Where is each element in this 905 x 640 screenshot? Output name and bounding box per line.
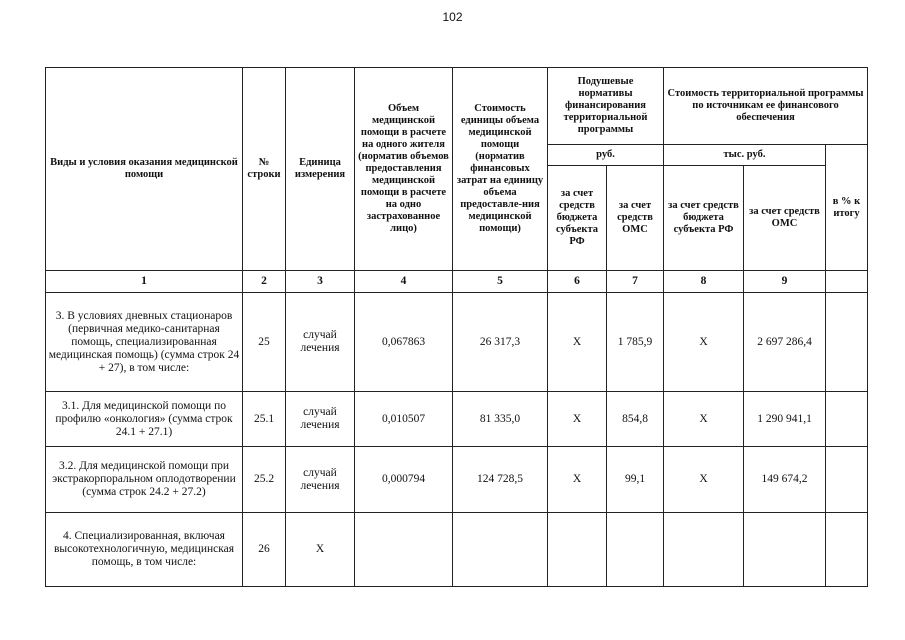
table-row: [46, 513, 868, 587]
row-budget-thous: Х: [664, 392, 744, 447]
column-number: 7: [607, 271, 664, 293]
row-budget-rub: Х: [548, 293, 607, 392]
header-rub: руб.: [548, 145, 664, 166]
row-volume: 0,067863: [355, 293, 453, 392]
row-name: 3.2. Для медицинской помощи при экстракорпоральном оплодотворении (сумма строк 24.2 + 27.2): [46, 447, 243, 513]
row-unit: Х: [286, 513, 355, 587]
header-budget-rf-thous: за счет средств бюджета субъекта РФ: [664, 166, 744, 271]
row-volume: 0,000794: [355, 447, 453, 513]
row-oms-thous: 149 674,2: [744, 447, 826, 513]
row-unit: случай лечения: [286, 293, 355, 392]
row-name: 3.1. Для медицинской помощи по профилю «онкология» (сумма строк 24.1 + 27.1): [46, 392, 243, 447]
header-unit-cost: Стоимость единицы объема медицинской помощи (норматив финансовых затрат на единицу объема предоставле-ния медицинской помощи): [453, 68, 548, 271]
row-number: 25.2: [243, 447, 286, 513]
row-oms-rub: [607, 513, 664, 587]
row-number: 25: [243, 293, 286, 392]
row-unit-cost: [453, 513, 548, 587]
column-number: 1: [46, 271, 243, 293]
header-oms: за счет средств ОМС: [607, 166, 664, 271]
header-percent: в % к итогу: [826, 145, 868, 271]
header-budget-rf: за счет средств бюджета субъекта РФ: [548, 166, 607, 271]
row-oms-rub: 99,1: [607, 447, 664, 513]
row-unit-cost: 81 335,0: [453, 392, 548, 447]
row-oms-thous: 1 290 941,1: [744, 392, 826, 447]
header-thous-rub: тыс. руб.: [664, 145, 826, 166]
page-number: 102: [442, 10, 463, 24]
row-unit: случай лечения: [286, 392, 355, 447]
row-budget-rub: Х: [548, 392, 607, 447]
column-number-empty: [826, 271, 868, 293]
column-number: 4: [355, 271, 453, 293]
row-volume: [355, 513, 453, 587]
row-oms-thous: [744, 513, 826, 587]
row-name: 3. В условиях дневных стационаров (первичная медико-санитарная помощь, специализированная медицинская помощь) (сумма строк 24 + 27), в том числе:: [46, 293, 243, 392]
row-unit-cost: 26 317,3: [453, 293, 548, 392]
column-numbers-row: [46, 271, 868, 293]
header-volume: Объем медицинской помощи в расчете на одного жителя (норматив объемов предоставления медицинской помощи в расчете на одно застрахованное лицо): [355, 68, 453, 271]
row-unit: случай лечения: [286, 447, 355, 513]
header-program-cost: Стоимость территориальной программы по источникам ее финансового обеспечения: [664, 68, 868, 145]
row-percent: [826, 293, 868, 392]
header-per-capita: Подушевые нормативы финансирования территориальной программы: [548, 68, 664, 145]
header-oms-thous: за счет средств ОМС: [744, 166, 826, 271]
row-budget-rub: Х: [548, 447, 607, 513]
table-row: [46, 447, 868, 513]
column-number: 2: [243, 271, 286, 293]
column-number: 9: [744, 271, 826, 293]
row-unit-cost: 124 728,5: [453, 447, 548, 513]
row-oms-thous: 2 697 286,4: [744, 293, 826, 392]
row-percent: [826, 392, 868, 447]
row-budget-thous: Х: [664, 447, 744, 513]
row-number: 25.1: [243, 392, 286, 447]
column-number: 3: [286, 271, 355, 293]
row-number: 26: [243, 513, 286, 587]
header-row-no: № строки: [243, 68, 286, 271]
table-row: [46, 293, 868, 392]
column-number: 6: [548, 271, 607, 293]
row-budget-thous: Х: [664, 293, 744, 392]
row-percent: [826, 447, 868, 513]
row-budget-thous: [664, 513, 744, 587]
row-oms-rub: 1 785,9: [607, 293, 664, 392]
column-number: 8: [664, 271, 744, 293]
row-budget-rub: [548, 513, 607, 587]
row-volume: 0,010507: [355, 392, 453, 447]
column-number: 5: [453, 271, 548, 293]
table-row: [46, 392, 868, 447]
row-name: 4. Специализированная, включая высокотехнологичную, медицинская помощь, в том числе:: [46, 513, 243, 587]
header-unit: Единица измерения: [286, 68, 355, 271]
header-type: Виды и условия оказания медицинской помощи: [46, 68, 243, 271]
financing-table: [45, 67, 868, 587]
row-percent: [826, 513, 868, 587]
row-oms-rub: 854,8: [607, 392, 664, 447]
